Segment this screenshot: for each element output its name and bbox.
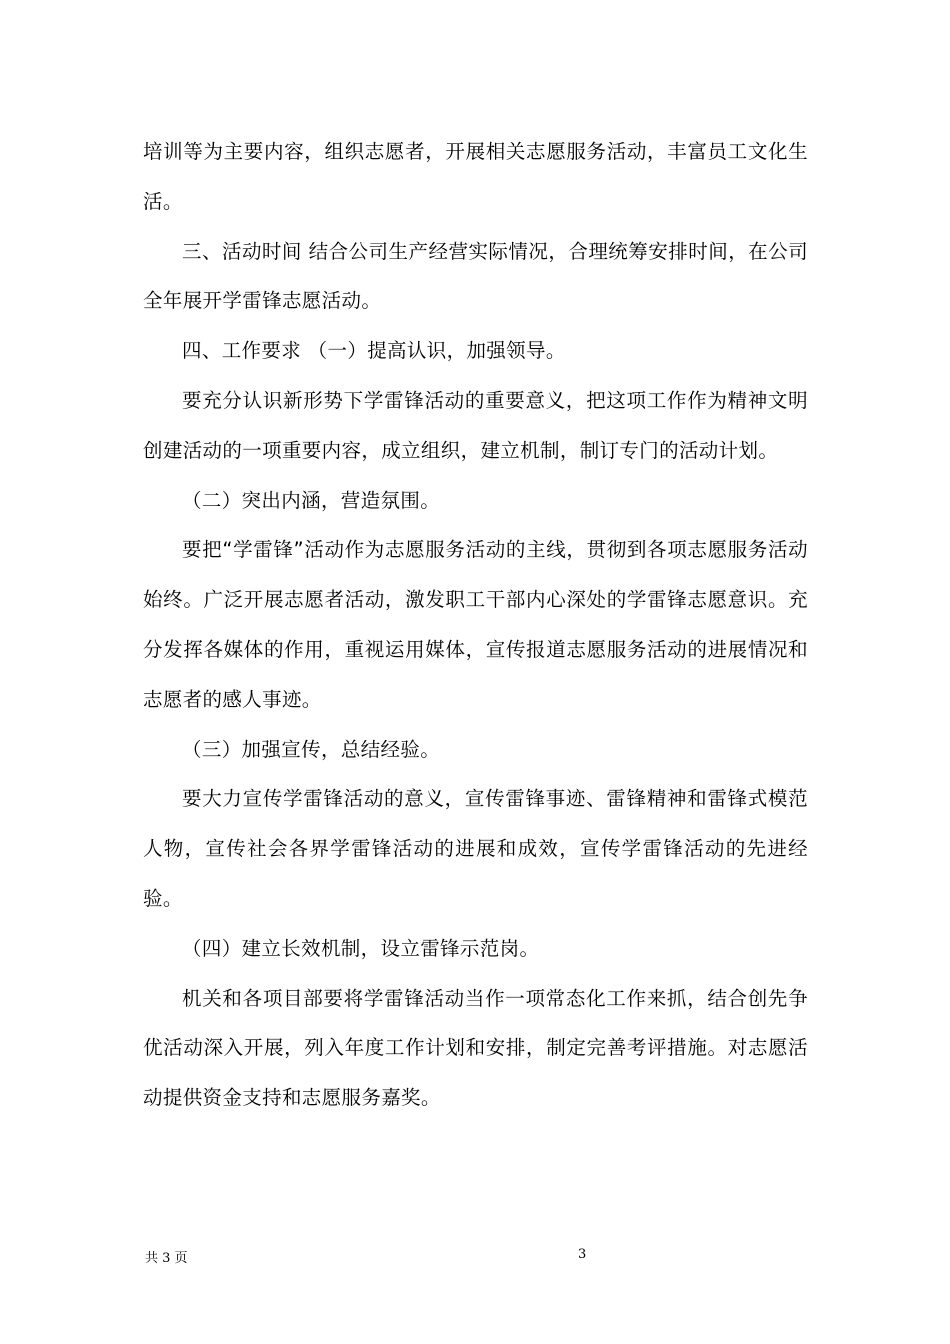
paragraph-9: （四）建立长效机制，设立雷锋示范岗。	[182, 936, 540, 960]
paragraph-2: 三、活动时间 结合公司生产经营实际情况，合理统筹安排时间，在公司全年展开学雷锋志愿活动。	[143, 239, 808, 313]
paragraph-7: （三）加强宣传，总结经验。	[182, 737, 441, 761]
document-body	[143, 127, 808, 1123]
paragraph-3: 四、工作要求 （一）提高认识，加强领导。	[182, 339, 566, 363]
paragraph-4: 要充分认识新形势下学雷锋活动的重要意义，把这项工作作为精神文明创建活动的一项重要内容，成立组织，建立机制，制订专门的活动计划。	[143, 388, 808, 462]
paragraph-8: 要大力宣传学雷锋活动的意义，宣传雷锋事迹、雷锋精神和雷锋式模范人物，宣传社会各界学雷锋活动的进展和成效，宣传学雷锋活动的先进经验。	[143, 787, 808, 910]
paragraph-5: （二）突出内涵，营造氛围。	[182, 488, 441, 512]
paragraph-10: 机关和各项目部要将学雷锋活动当作一项常态化工作来抓，结合创先争优活动深入开展，列入年度工作计划和安排，制定完善考评措施。对志愿活动提供资金支持和志愿服务嘉奖。	[143, 986, 808, 1110]
footer-total-pages: 共 3 页	[145, 1251, 188, 1266]
footer-page-number: 3	[578, 1247, 587, 1262]
paragraph-6: 要把“学雷锋”活动作为志愿服务活动的主线，贯彻到各项志愿服务活动始终。广泛开展志愿者活动，激发职工干部内心深处的学雷锋志愿意识。充分发挥各媒体的作用，重视运用媒体，宣传报道志愿服务活动的进展情况和志愿者的感人事迹。	[143, 538, 808, 711]
paragraph-1: 培训等为主要内容，组织志愿者，开展相关志愿服务活动，丰富员工文化生活。	[143, 140, 808, 213]
